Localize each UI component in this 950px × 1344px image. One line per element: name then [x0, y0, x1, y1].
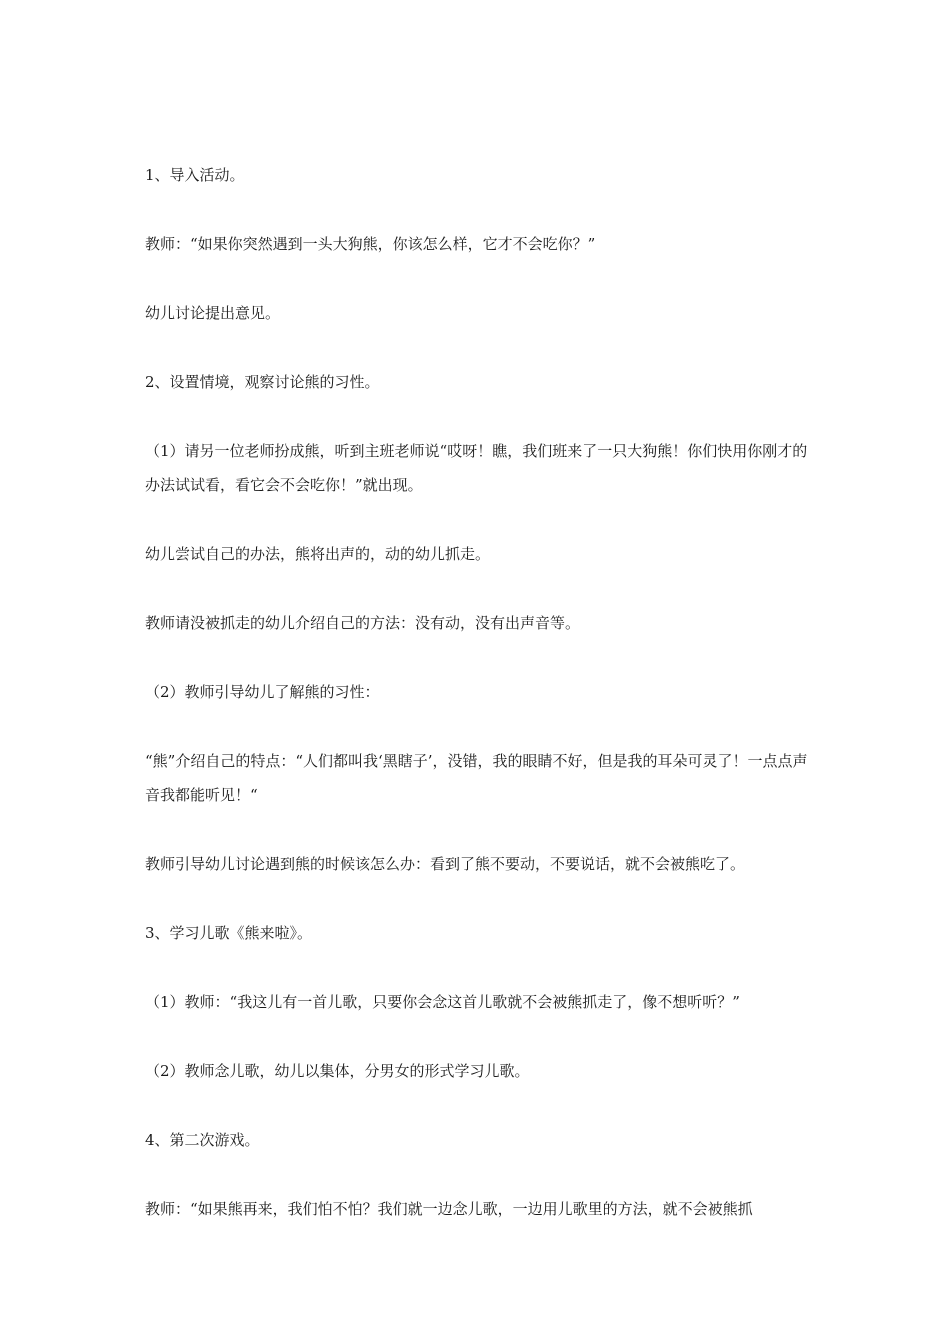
paragraph-7: 教师请没被抓走的幼儿介绍自己的方法：没有动，没有出声音等。	[145, 614, 581, 632]
paragraph-14: 4、第二次游戏。	[145, 1131, 260, 1149]
paragraph-13: （2）教师念儿歌，幼儿以集体，分男女的形式学习儿歌。	[145, 1062, 530, 1080]
paragraph-8: （2）教师引导幼儿了解熊的习性：	[145, 683, 380, 701]
paragraph-10: 教师引导幼儿讨论遇到熊的时候该怎么办：看到了熊不要动，不要说话，就不会被熊吃了。	[145, 855, 746, 873]
paragraph-1: 1、导入活动。	[145, 166, 245, 184]
paragraph-12: （1）教师：“我这儿有一首儿歌，只要你会念这首儿歌就不会被熊抓走了，像不想听听？”	[145, 993, 740, 1011]
paragraph-6: 幼儿尝试自己的办法，熊将出声的，动的幼儿抓走。	[145, 545, 491, 563]
paragraph-2: 教师：“如果你突然遇到一头大狗熊，你该怎么样，它才不会吃你？”	[145, 235, 596, 253]
paragraph-4: 2、设置情境，观察讨论熊的习性。	[145, 373, 380, 391]
paragraph-11: 3、学习儿歌《熊来啦》。	[145, 924, 313, 942]
paragraph-9: “熊”介绍自己的特点：“人们都叫我‘黑瞎子’，没错，我的眼睛不好，但是我的耳朵可灵了！一点点声音我都能听见！“	[145, 752, 808, 804]
document-body	[145, 158, 810, 1261]
paragraph-15: 教师：“如果熊再来，我们怕不怕？我们就一边念儿歌，一边用儿歌里的方法，就不会被熊抓	[145, 1200, 753, 1218]
paragraph-3: 幼儿讨论提出意见。	[145, 304, 281, 322]
paragraph-5: （1）请另一位老师扮成熊，听到主班老师说“哎呀！瞧，我们班来了一只大狗熊！你们快用你刚才的办法试试看，看它会不会吃你！”就出现。	[145, 442, 808, 494]
